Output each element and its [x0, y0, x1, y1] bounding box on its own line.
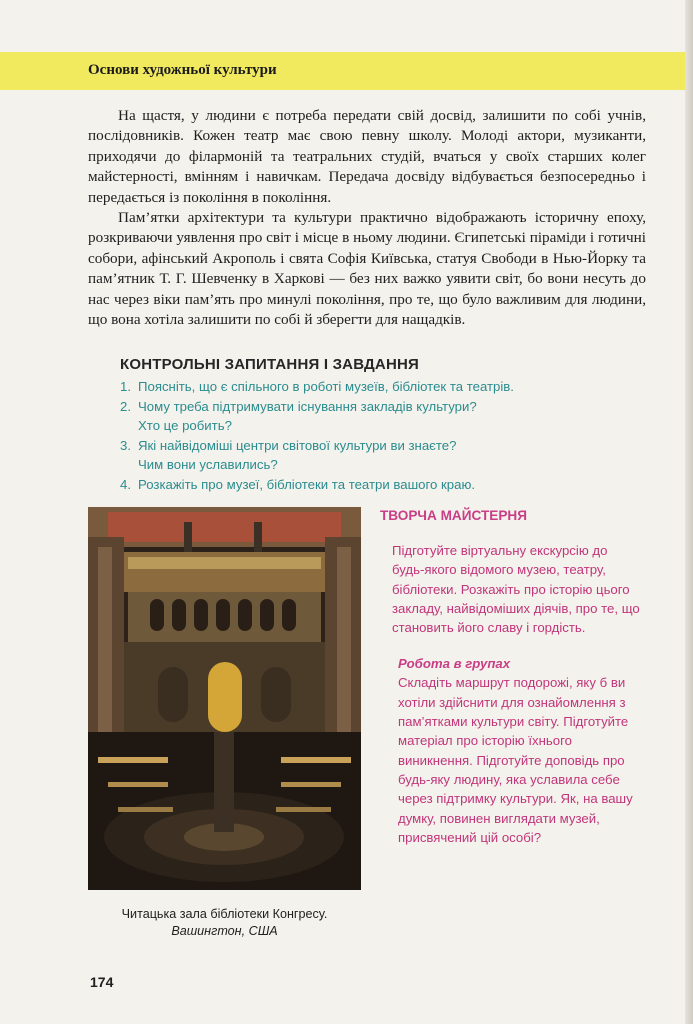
question-text: Які найвідоміші центри світової культури ви знаєте? [138, 437, 457, 453]
question-item [120, 397, 600, 436]
workshop-task: Підготуйте віртуальну екскурсію до будь-якого відомого музею, театру, бібліотеки. Розкажіть про історію цього закладу, найвідоміших діячів, про те, що становить його славу і гордість. [392, 543, 640, 636]
questions-list [120, 377, 600, 495]
section-title: Основи художньої культури [88, 62, 277, 78]
caption-location: Вашингтон, США [171, 924, 278, 938]
workshop-heading: ТВОРЧА МАЙСТЕРНЯ [380, 508, 527, 523]
question-item [120, 475, 600, 495]
question-text: Хто це робить? [138, 418, 232, 434]
photo-caption [88, 906, 361, 940]
questions-heading: КОНТРОЛЬНІ ЗАПИТАННЯ І ЗАВДАННЯ [120, 356, 420, 373]
control-questions [120, 356, 600, 495]
paragraph: На щастя, у людини є потреба передати свій досвід, залишити по собі учнів, послідовників. Кожен театр має свою певну школу. Молоді актори, музиканти, приходячи до філармоній та театральних студій, вчаться у своїх старших колег майстерності, вмінням і навичкам. Передача досвіду відбувається безпосередньо і передається із покоління в покоління. [88, 107, 646, 206]
group-work-title: Робота в групах [398, 656, 511, 672]
question-item [120, 436, 600, 475]
paragraph: Пам’ятки архітектури та культури практично відображають історичну епоху, розкриваючи уявлення про світ і місце в ньому людини. Єгипетські піраміди і готичні собори, афінський Акрополь і свята Софія Київська, статуя Свободи в Нью-Йорку та пам’ятник Т. Г. Шевченку в Харкові — без них важко уявити світ, бо вони несуть до нас через віки пам’ять про минулі покоління, про те, що було важливим для людини, що вона хотіла залишити по собі й зберегти для нащадків. [88, 209, 646, 329]
question-text: Розкажіть про музеї, бібліотеки та театри вашого краю. [138, 476, 475, 492]
question-item [120, 377, 600, 397]
group-work-task: Складіть маршрут подорожі, яку б ви хотіли здійснити для ознайомлення з пам’ятками культури світу. Підготуйте матеріал про історію їхнього виникнення. Підготуйте доповідь про будь-яку людину, яка уславила себе через підтримку культури. Як, на вашу думку, повинен виглядати музей, присвячений цій особі? [398, 675, 633, 845]
library-reading-room-photo [88, 507, 361, 890]
page-edge-shadow [685, 0, 693, 1024]
question-number: 1. [120, 379, 131, 394]
question-number: 4. [120, 476, 131, 492]
page-number: 174 [90, 974, 114, 990]
body-text [88, 106, 646, 330]
question-text: Поясніть, що є спільного в роботі музеїв, бібліотек та театрів. [138, 379, 514, 394]
question-text: Чим вони уславились? [138, 457, 278, 473]
caption-text: Читацька зала бібліотеки Конгресу. [121, 907, 328, 921]
question-text: Чому треба підтримувати існування закладів культури? [138, 398, 477, 414]
question-number: 2. [120, 398, 131, 414]
creative-workshop [380, 508, 642, 847]
question-number: 3. [120, 437, 131, 453]
